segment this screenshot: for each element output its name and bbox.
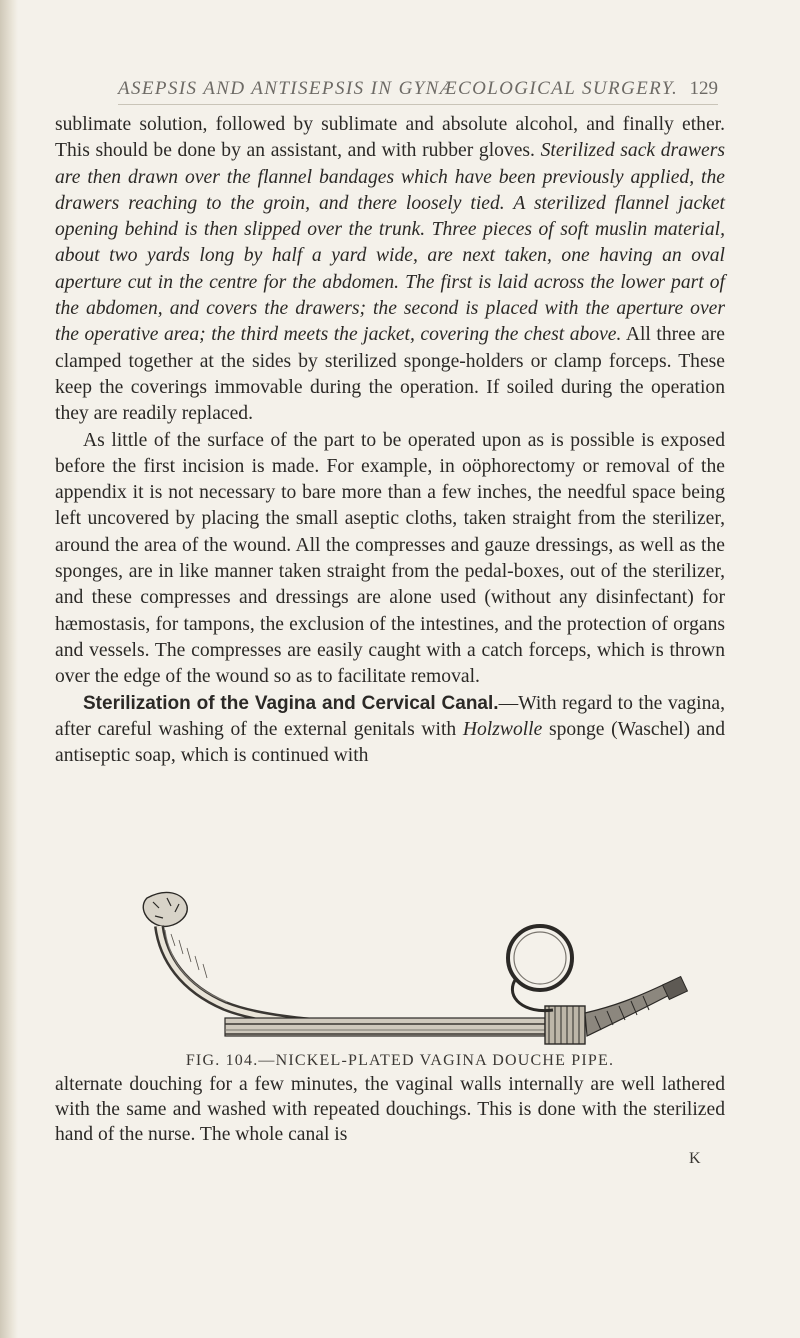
running-header [118, 78, 718, 100]
paragraph-1-italic: Sterilized sack drawers are then drawn over the flannel bandages which have been previously applied, the drawers reaching to the groin, and there loosely tied. A sterilized flannel jacket opening behind is then slipped over the trunk. Three pieces of soft muslin material, about two yards long by half a yard wide, are next taken, one having an oval aperture cut in the centre for the abdomen. The first is laid across the lower part of the abdomen, and covers the drawers; the second is placed with the aperture over the operative area; the third meets the jacket, covering the chest above. [55, 140, 725, 346]
paragraph-2: As little of the surface of the part to be operated upon as is possible is exposed before the first incision is made. For example, in oöphorectomy or removal of the appendix it is not necessary to bare more than a few inches, the needful space being left uncovered by placing the small aseptic cloths, taken straight from the sterilizer, around the area of the wound. All the compresses and gauze dressings, as well as the sponges, are in like manner taken straight from the pedal-boxes, out of the sterilizer, and these compresses and dressings are alone used (without any disinfectant) for hæmostasis, for tampons, the exclusion of the intestines, and the protection of organs and vessels. The compresses are easily caught with a catch forceps, which is thrown over the edge of the wound so as to facilitate removal. [55, 429, 725, 688]
paragraph-3 [55, 691, 725, 770]
main-text [55, 112, 725, 769]
page-spine-shadow [0, 0, 18, 1338]
header-rule [118, 104, 718, 105]
pipe-shaft [225, 1018, 545, 1036]
figure-caption: FIG. 104.—NICKEL-PLATED VAGINA DOUCHE PIPE. [185, 1052, 615, 1069]
hose-end [585, 977, 687, 1036]
page-number: 129 [689, 78, 718, 99]
curved-pipe [159, 926, 495, 1028]
paragraph-3-italic: Holzwolle [462, 718, 543, 740]
section-heading: Sterilization of the Vagina and Cervical Canal. [83, 692, 499, 714]
nozzle-tip [143, 892, 187, 926]
continuation-paragraph: alternate douching for a few minutes, the vaginal walls internally are well lathered with the same and washed with repeated douchings. This is done with the sterilized hand of the nurse. The whole canal is [55, 1074, 725, 1145]
paragraph-1-text-b: All three are clamped together at the sides by sterilized sponge-holders or clamp forceps. These keep the coverings immovable during the operation. If soiled during the operation they are readily replaced. [55, 324, 725, 425]
hose-loop [508, 926, 572, 1011]
douche-pipe-illustration [75, 888, 715, 1048]
running-title: ASEPSIS AND ANTISEPSIS IN GYNÆCOLOGICAL SURGERY. [118, 78, 679, 99]
signature-mark: K [689, 1150, 701, 1167]
paragraph-3-text-a: —With regard to the vagina, after careful washing of the external genitals with [55, 692, 726, 740]
paragraph-1-text-a: sublimate solution, followed by sublimate and absolute alcohol, and finally ether. This should be done by an assistant, and with rubber gloves. [55, 114, 725, 162]
continuation-text [55, 1072, 725, 1147]
paragraph-3-text-b: sponge (Waschel) and antiseptic soap, which is continued with [55, 718, 725, 767]
paragraph-1 [55, 112, 725, 428]
